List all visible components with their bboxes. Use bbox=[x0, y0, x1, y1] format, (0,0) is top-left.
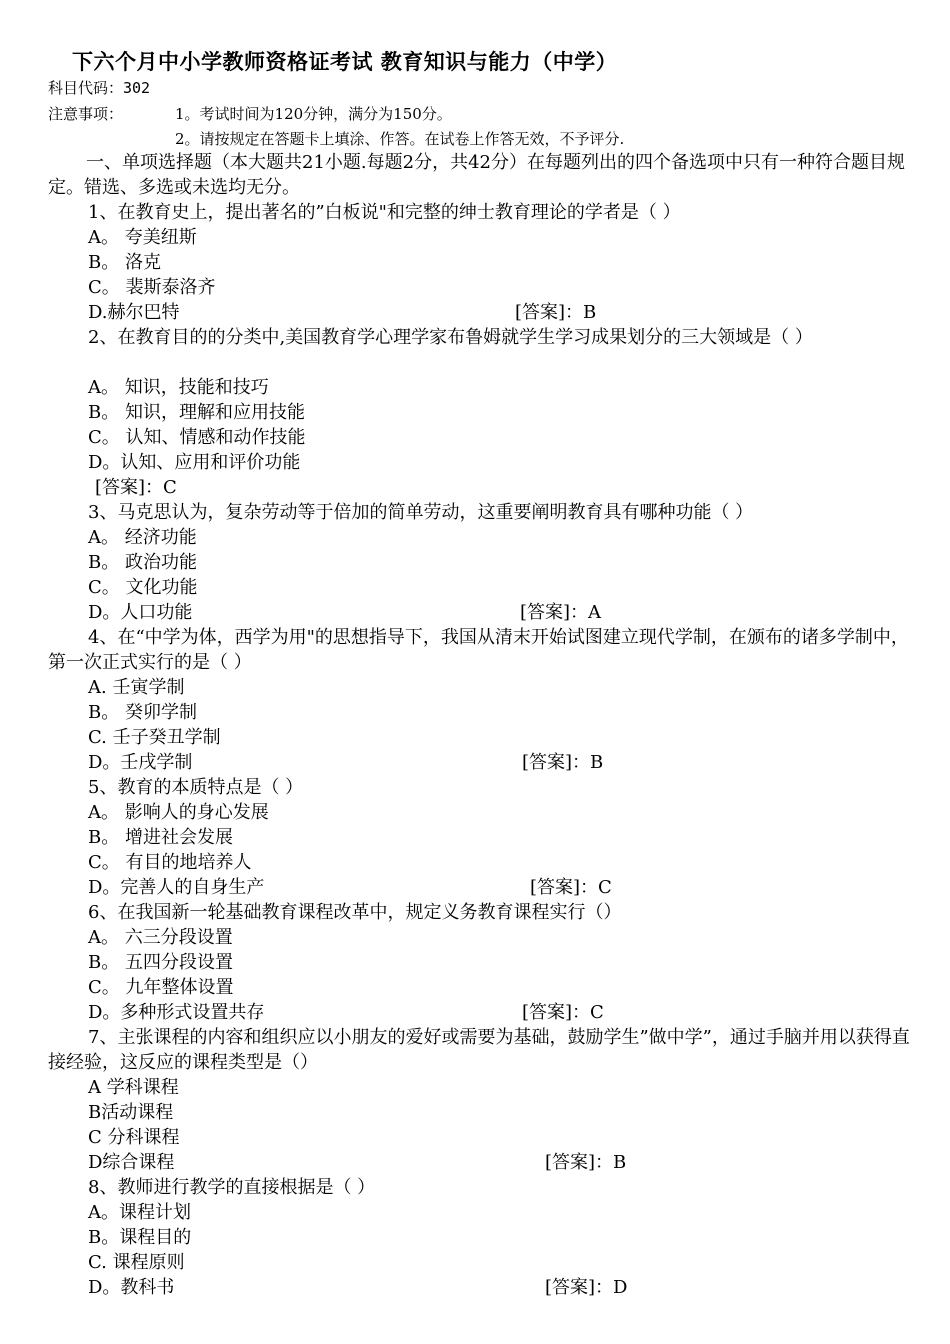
option-a: A。 六三分段设置 bbox=[88, 927, 233, 948]
option-a: A。 影响人的身心发展 bbox=[88, 802, 269, 823]
option-c: C。 文化功能 bbox=[88, 577, 198, 598]
question-stem: 7、主张课程的内容和组织应以小朋友的爱好或需要为基础，鼓励学生”做中学”，通过手脑并用以获得直接经验，这反应的课程类型是（） bbox=[48, 1027, 910, 1073]
option-b: B。 知识，理解和应用技能 bbox=[88, 402, 305, 423]
answer-label: [答案]：B bbox=[545, 1152, 627, 1173]
note-2: 2。请按规定在答题卡上填涂、作答。在试卷上作答无效，不予评分. bbox=[175, 130, 625, 148]
option-d: D。壬戌学制 bbox=[88, 752, 193, 773]
option-c: C. 壬子癸丑学制 bbox=[88, 727, 221, 748]
option-d: D。教科书 bbox=[88, 1277, 175, 1298]
option-b: B。 洛克 bbox=[88, 252, 161, 273]
answer-label: [答案]：C bbox=[522, 1002, 604, 1023]
option-a: A。 夸美纽斯 bbox=[88, 227, 197, 248]
option-c: C。 认知、情感和动作技能 bbox=[88, 427, 306, 448]
option-a: A。 知识，技能和技巧 bbox=[88, 377, 269, 398]
question-stem: 8、教师进行教学的直接根据是（ ） bbox=[88, 1177, 376, 1198]
option-a: A。课程计划 bbox=[88, 1202, 191, 1223]
option-c: C. 课程原则 bbox=[88, 1252, 185, 1273]
option-d: D。完善人的自身生产 bbox=[88, 877, 265, 898]
option-d: D。认知、应用和评价功能 bbox=[88, 452, 301, 473]
option-d: D综合课程 bbox=[88, 1152, 175, 1173]
answer-label: [答案]：C bbox=[95, 477, 177, 498]
option-d: D.赫尔巴特 bbox=[88, 302, 180, 323]
option-b: B活动课程 bbox=[88, 1102, 174, 1123]
option-c: C 分科课程 bbox=[88, 1127, 180, 1148]
option-d: D。多种形式设置共存 bbox=[88, 1002, 265, 1023]
answer-label: [答案]：A bbox=[520, 602, 602, 623]
option-b: B。课程目的 bbox=[88, 1227, 192, 1248]
option-a: A。 经济功能 bbox=[88, 527, 197, 548]
answer-label: [答案]：B bbox=[522, 752, 604, 773]
exam-title: 下六个月中小学教师资格证考试 教育知识与能力（中学） bbox=[72, 50, 618, 74]
subject-code: 科目代码：302 bbox=[48, 79, 151, 97]
section-intro: 一、单项选择题（本大题共21小题.每题2分，共42分）在每题列出的四个备选项中只有一种符合题目规定。错选、多选或未选均无分。 bbox=[48, 152, 905, 198]
notes-label: 注意事项： bbox=[48, 105, 124, 123]
question-stem: 1、在教育史上，提出著名的”白板说"和完整的绅士教育理论的学者是（ ） bbox=[88, 202, 681, 223]
question-stem: 6、在我国新一轮基础教育课程改革中，规定义务教育课程实行（） bbox=[88, 902, 622, 923]
question-stem: 4、在“中学为体，西学为用"的思想指导下，我国从清末开始试图建立现代学制，在颁布的诸多学制中，第一次正式实行的是（ ） bbox=[48, 627, 909, 673]
option-c: C。 有目的地培养人 bbox=[88, 852, 252, 873]
option-a: A 学科课程 bbox=[88, 1077, 179, 1098]
answer-label: [答案]：C bbox=[530, 877, 612, 898]
question-stem: 3、马克思认为，复杂劳动等于倍加的简单劳动，这重要阐明教育具有哪种功能（ ） bbox=[88, 502, 754, 523]
option-b: B。 政治功能 bbox=[88, 552, 197, 573]
question-stem: 5、教育的本质特点是（ ） bbox=[88, 777, 304, 798]
answer-label: [答案]：B bbox=[515, 302, 597, 323]
note-1: 1。考试时间为120分钟，满分为150分。 bbox=[175, 105, 452, 123]
answer-label: [答案]：D bbox=[545, 1277, 628, 1298]
option-c: C。 九年整体设置 bbox=[88, 977, 234, 998]
option-a: A. 壬寅学制 bbox=[88, 677, 185, 698]
option-b: B。 癸卯学制 bbox=[88, 702, 197, 723]
option-d: D。人口功能 bbox=[88, 602, 193, 623]
option-b: B。 五四分段设置 bbox=[88, 952, 233, 973]
option-c: C。 裴斯泰洛齐 bbox=[88, 277, 216, 298]
option-b: B。 增进社会发展 bbox=[88, 827, 233, 848]
question-stem: 2、在教育目的的分类中,美国教育学心理学家布鲁姆就学生学习成果划分的三大领域是（ ） bbox=[88, 327, 813, 348]
